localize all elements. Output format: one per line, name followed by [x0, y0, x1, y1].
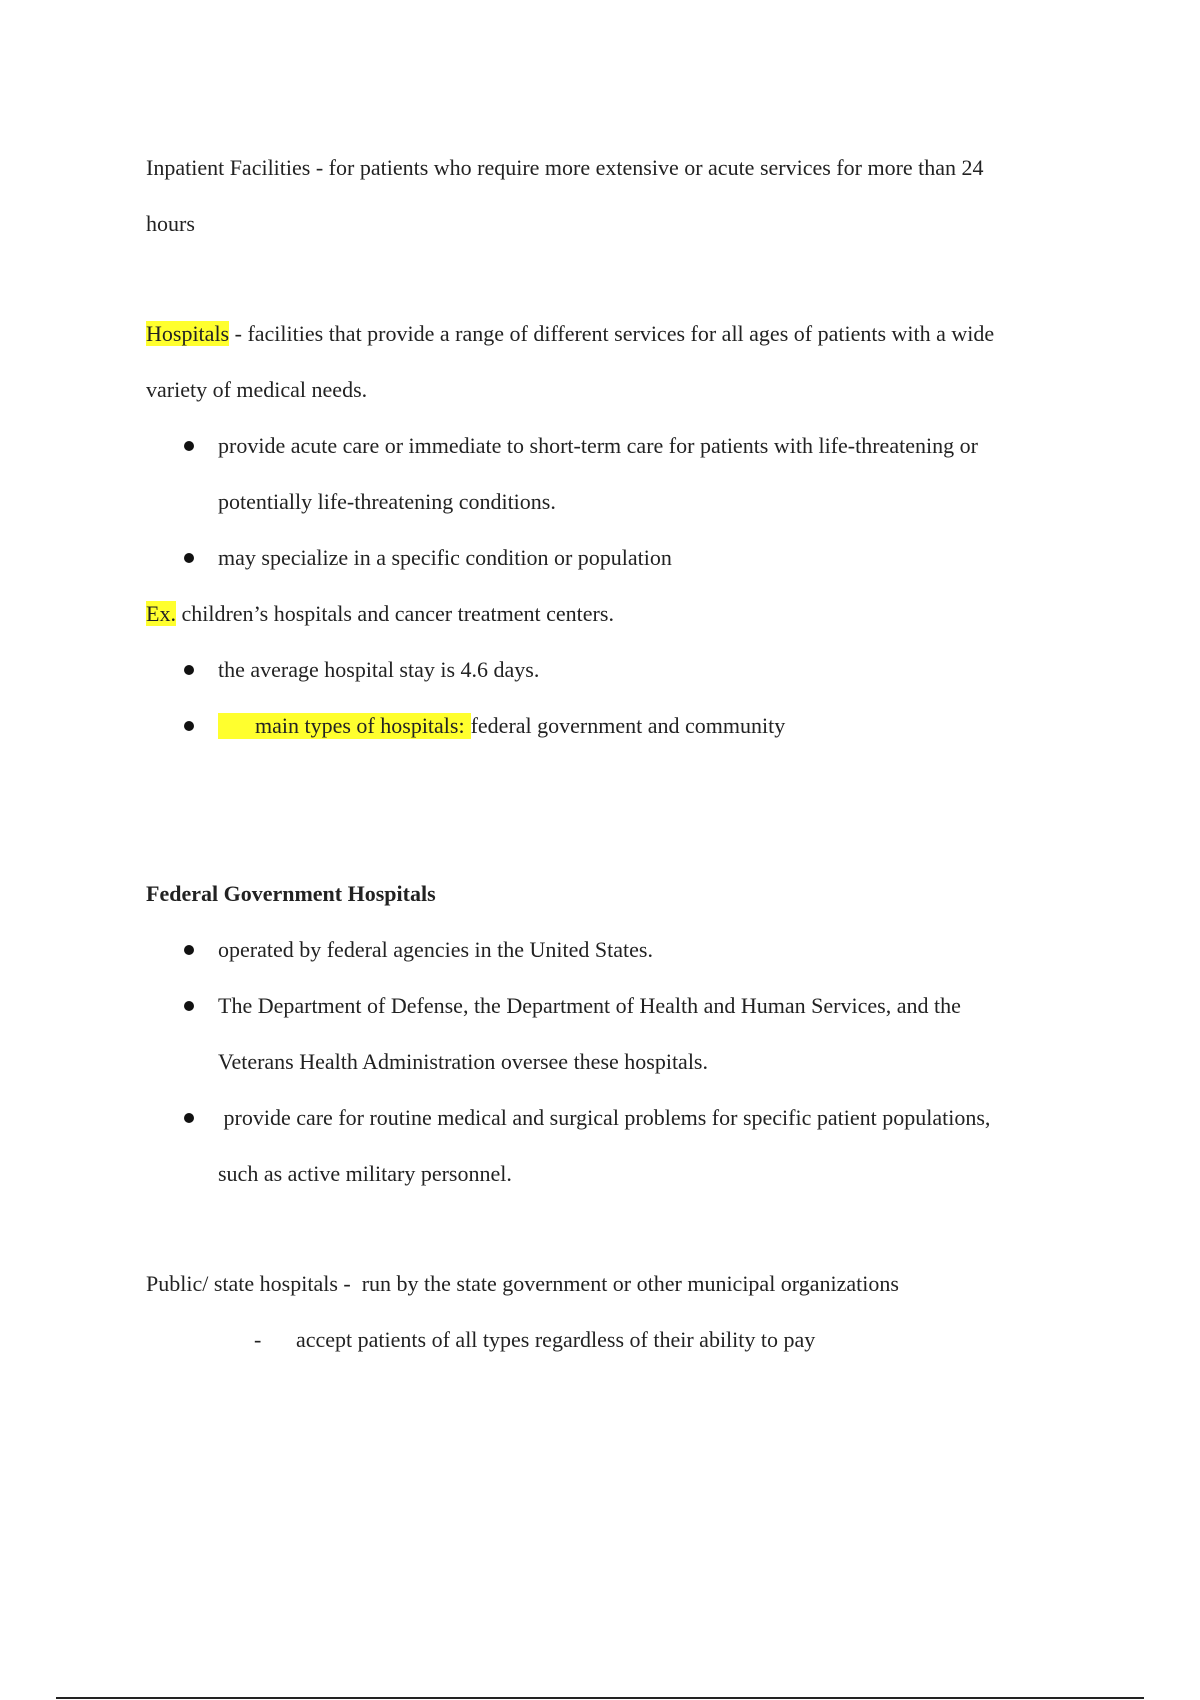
list-item: The Department of Defense, the Department of Health and Human Services, and the — [146, 978, 1086, 1034]
bullet-icon — [184, 721, 194, 731]
bullet-icon — [184, 945, 194, 955]
list-item: the average hospital stay is 4.6 days. — [146, 642, 1086, 698]
federal-bullet-list — [146, 922, 1086, 1202]
hospitals-def-line-2: variety of medical needs. — [146, 377, 368, 402]
list-item-continuation: potentially life-threatening conditions. — [218, 489, 556, 514]
public-dash-item: - accept patients of all types regardless of their ability to pay — [146, 1312, 1086, 1368]
list-item-continuation: Veterans Health Administration oversee these hospitals. — [218, 1049, 708, 1074]
bullet-icon — [184, 1113, 194, 1123]
example-line — [146, 586, 1086, 642]
hospitals-def-line-1: - facilities that provide a range of different services for all ages of patients with a wide — [229, 321, 995, 346]
federal-heading: Federal Government Hospitals — [146, 881, 436, 906]
list-item: provide care for routine medical and surgical problems for specific patient populations, — [146, 1090, 1086, 1146]
inpatient-line-1: Inpatient Facilities - for patients who require more extensive or acute services for more than 24 — [146, 155, 984, 180]
list-item: may specialize in a specific condition or population — [146, 530, 1086, 586]
bullet-icon — [184, 1001, 194, 1011]
public-hospitals-line: Public/ state hospitals - run by the state government or other municipal organizations — [146, 1271, 899, 1296]
list-item: operated by federal agencies in the United States. — [146, 922, 1086, 978]
hospitals-bullet-list — [146, 418, 1086, 586]
list-item-highlighted — [146, 698, 1086, 754]
hospitals-definition — [146, 306, 1086, 362]
example-label: Ex. — [146, 601, 176, 626]
types-text: federal government and community — [470, 713, 786, 738]
list-item: provide acute care or immediate to short-term care for patients with life-threatening or — [146, 418, 1086, 474]
hospitals-bullet-list-2 — [146, 642, 1086, 754]
hospitals-term: Hospitals — [146, 321, 230, 346]
document-page — [146, 140, 1086, 1368]
bullet-icon — [184, 553, 194, 563]
dash-marker: - — [254, 1327, 262, 1352]
types-label: main types of hospitals: — [218, 713, 471, 739]
example-text: children’s hospitals and cancer treatment centers. — [175, 601, 614, 626]
bullet-icon — [184, 665, 194, 675]
inpatient-line-2: hours — [146, 211, 195, 236]
bullet-icon — [184, 441, 194, 451]
list-item-continuation: such as active military personnel. — [218, 1161, 512, 1186]
page-bottom-rule — [56, 1697, 1144, 1699]
